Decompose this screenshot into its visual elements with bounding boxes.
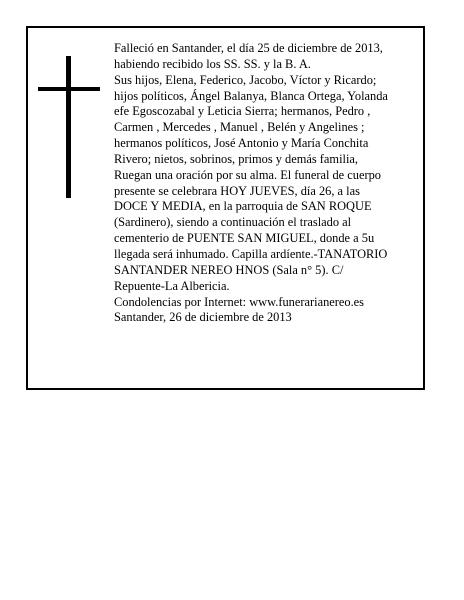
cross-vertical-bar — [66, 56, 71, 198]
notice-line: Condolencias por Internet: www.funerarianereo.es — [114, 294, 365, 309]
notice-line: habiendo recibido los SS. SS. y la B. A. — [114, 56, 311, 71]
cross-horizontal-bar — [38, 87, 100, 91]
notice-line: Rivero; nietos, sobrinos, primos y demás familia, — [114, 151, 358, 166]
notice-line: Santander, 26 de diciembre de 2013 — [114, 310, 292, 325]
notice-line: (Sardinero), siendo a continuación el traslado al — [114, 215, 352, 230]
latin-cross-icon — [38, 56, 100, 198]
notice-line: llegada será inhumado. Capilla ardíente.-TANATORIO — [114, 246, 388, 261]
notice-line: DOCE Y MEDIA, en la parroquia de SAN ROQUE — [114, 199, 372, 214]
notice-line: Falleció en Santander, el día 25 de diciembre de 2013, — [114, 41, 383, 55]
notice-line: hijos políticos, Ángel Balanya, Blanca Ortega, Yolanda — [114, 88, 388, 103]
notice-line: SANTANDER NEREO HNOS (Sala n° 5). C/ — [114, 262, 344, 277]
notice-line: Carmen , Mercedes , Manuel , Belén y Angelines ; — [114, 120, 365, 135]
notice-line: Repuente-La Albericia. — [114, 278, 230, 293]
notice-line: efe Egoscozabal y Leticia Sierra; hermanos, Pedro , — [114, 104, 371, 119]
notice-line: cementerio de PUENTE SAN MIGUEL, donde a 5u — [114, 231, 375, 246]
notice-line: Sus hijos, Elena, Federico, Jacobo, Víctor y Ricardo; — [114, 72, 377, 87]
notice-line: Ruegan una oración por su alma. El funeral de cuerpo — [114, 167, 381, 182]
obituary-notice — [26, 26, 425, 390]
notice-text — [114, 41, 422, 326]
notice-line: presente se celebrara HOY JUEVES, día 26, a las — [114, 183, 360, 198]
notice-line: hermanos políticos, José Antonio y María Conchita — [114, 136, 369, 151]
